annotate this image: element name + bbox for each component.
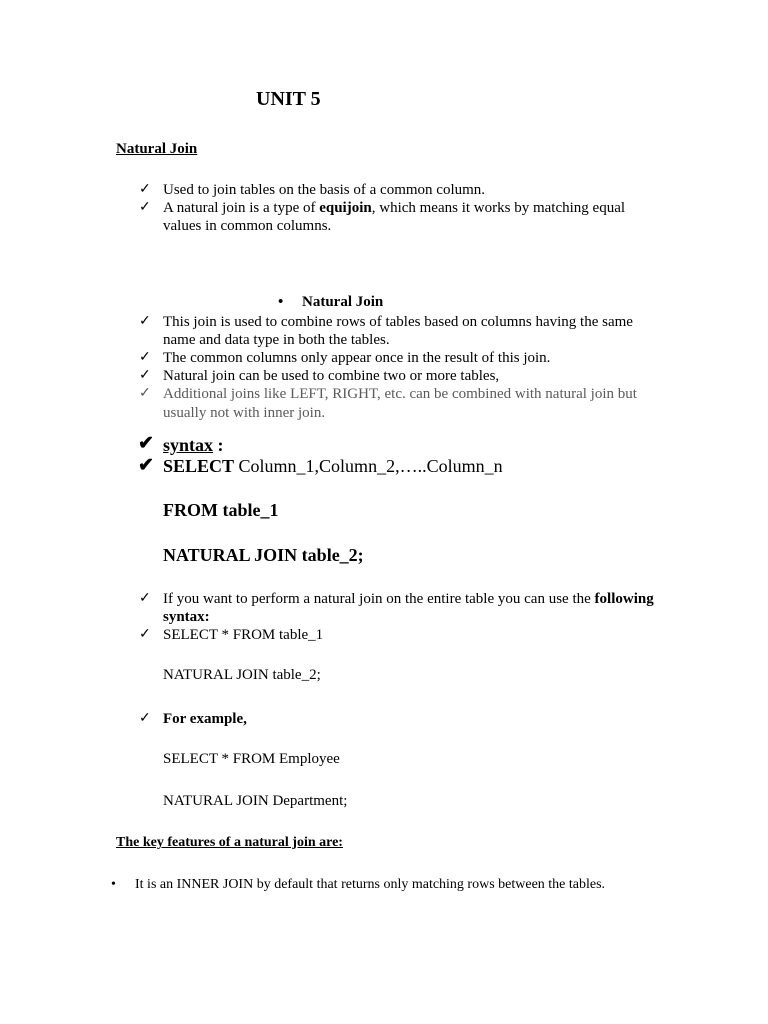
check-icon: ✓	[139, 711, 151, 726]
list-item: A natural join is a type of equijoin, which means it works by matching equal values in common columns.	[163, 200, 626, 234]
list-item: The common columns only appear once in the result of this join.	[163, 350, 551, 366]
section-heading-natural-join: Natural Join	[116, 141, 198, 157]
page-title: UNIT 5	[256, 88, 321, 110]
code-line: NATURAL JOIN table_2;	[163, 667, 321, 683]
check-icon: ✓	[139, 386, 151, 401]
list-item: Natural join can be used to combine two or more tables,	[163, 368, 500, 384]
check-icon: ✓	[139, 182, 151, 197]
list-item: If you want to perform a natural join on the entire table you can use the following syntax:	[163, 591, 654, 625]
list-item: This join is used to combine rows of tables based on columns having the same name and data type in both the tables.	[163, 314, 633, 348]
example-label: For example,	[163, 711, 247, 727]
check-icon: ✓	[139, 591, 151, 606]
check-icon: ✔	[138, 455, 154, 476]
check-icon: ✓	[139, 368, 151, 383]
list-item: It is an INNER JOIN by default that returns only matching rows between the tables.	[135, 877, 606, 892]
sub-heading-natural-join: • Natural Join	[278, 294, 384, 310]
check-icon: ✓	[139, 200, 151, 215]
check-icon: ✔	[138, 433, 154, 454]
syntax-join-line: NATURAL JOIN table_2;	[163, 545, 364, 565]
syntax-from-line: FROM table_1	[163, 500, 279, 520]
check-icon: ✓	[139, 627, 151, 642]
syntax-label: syntax :	[163, 435, 224, 455]
bullet-icon: •	[278, 294, 284, 310]
list-item: Additional joins like LEFT, RIGHT, etc. can be combined with natural join but usually not with inner join.	[163, 386, 637, 421]
bullet-icon: •	[111, 877, 116, 892]
code-line: NATURAL JOIN Department;	[163, 793, 348, 809]
list-item: Used to join tables on the basis of a common column.	[163, 182, 486, 198]
syntax-select-line: SELECT Column_1,Column_2,…..Column_n	[163, 456, 503, 476]
list-item: SELECT * FROM table_1	[163, 627, 324, 643]
code-line: SELECT * FROM Employee	[163, 751, 340, 767]
key-features-heading: The key features of a natural join are:	[116, 835, 343, 850]
check-icon: ✓	[139, 314, 151, 329]
check-icon: ✓	[139, 350, 151, 365]
